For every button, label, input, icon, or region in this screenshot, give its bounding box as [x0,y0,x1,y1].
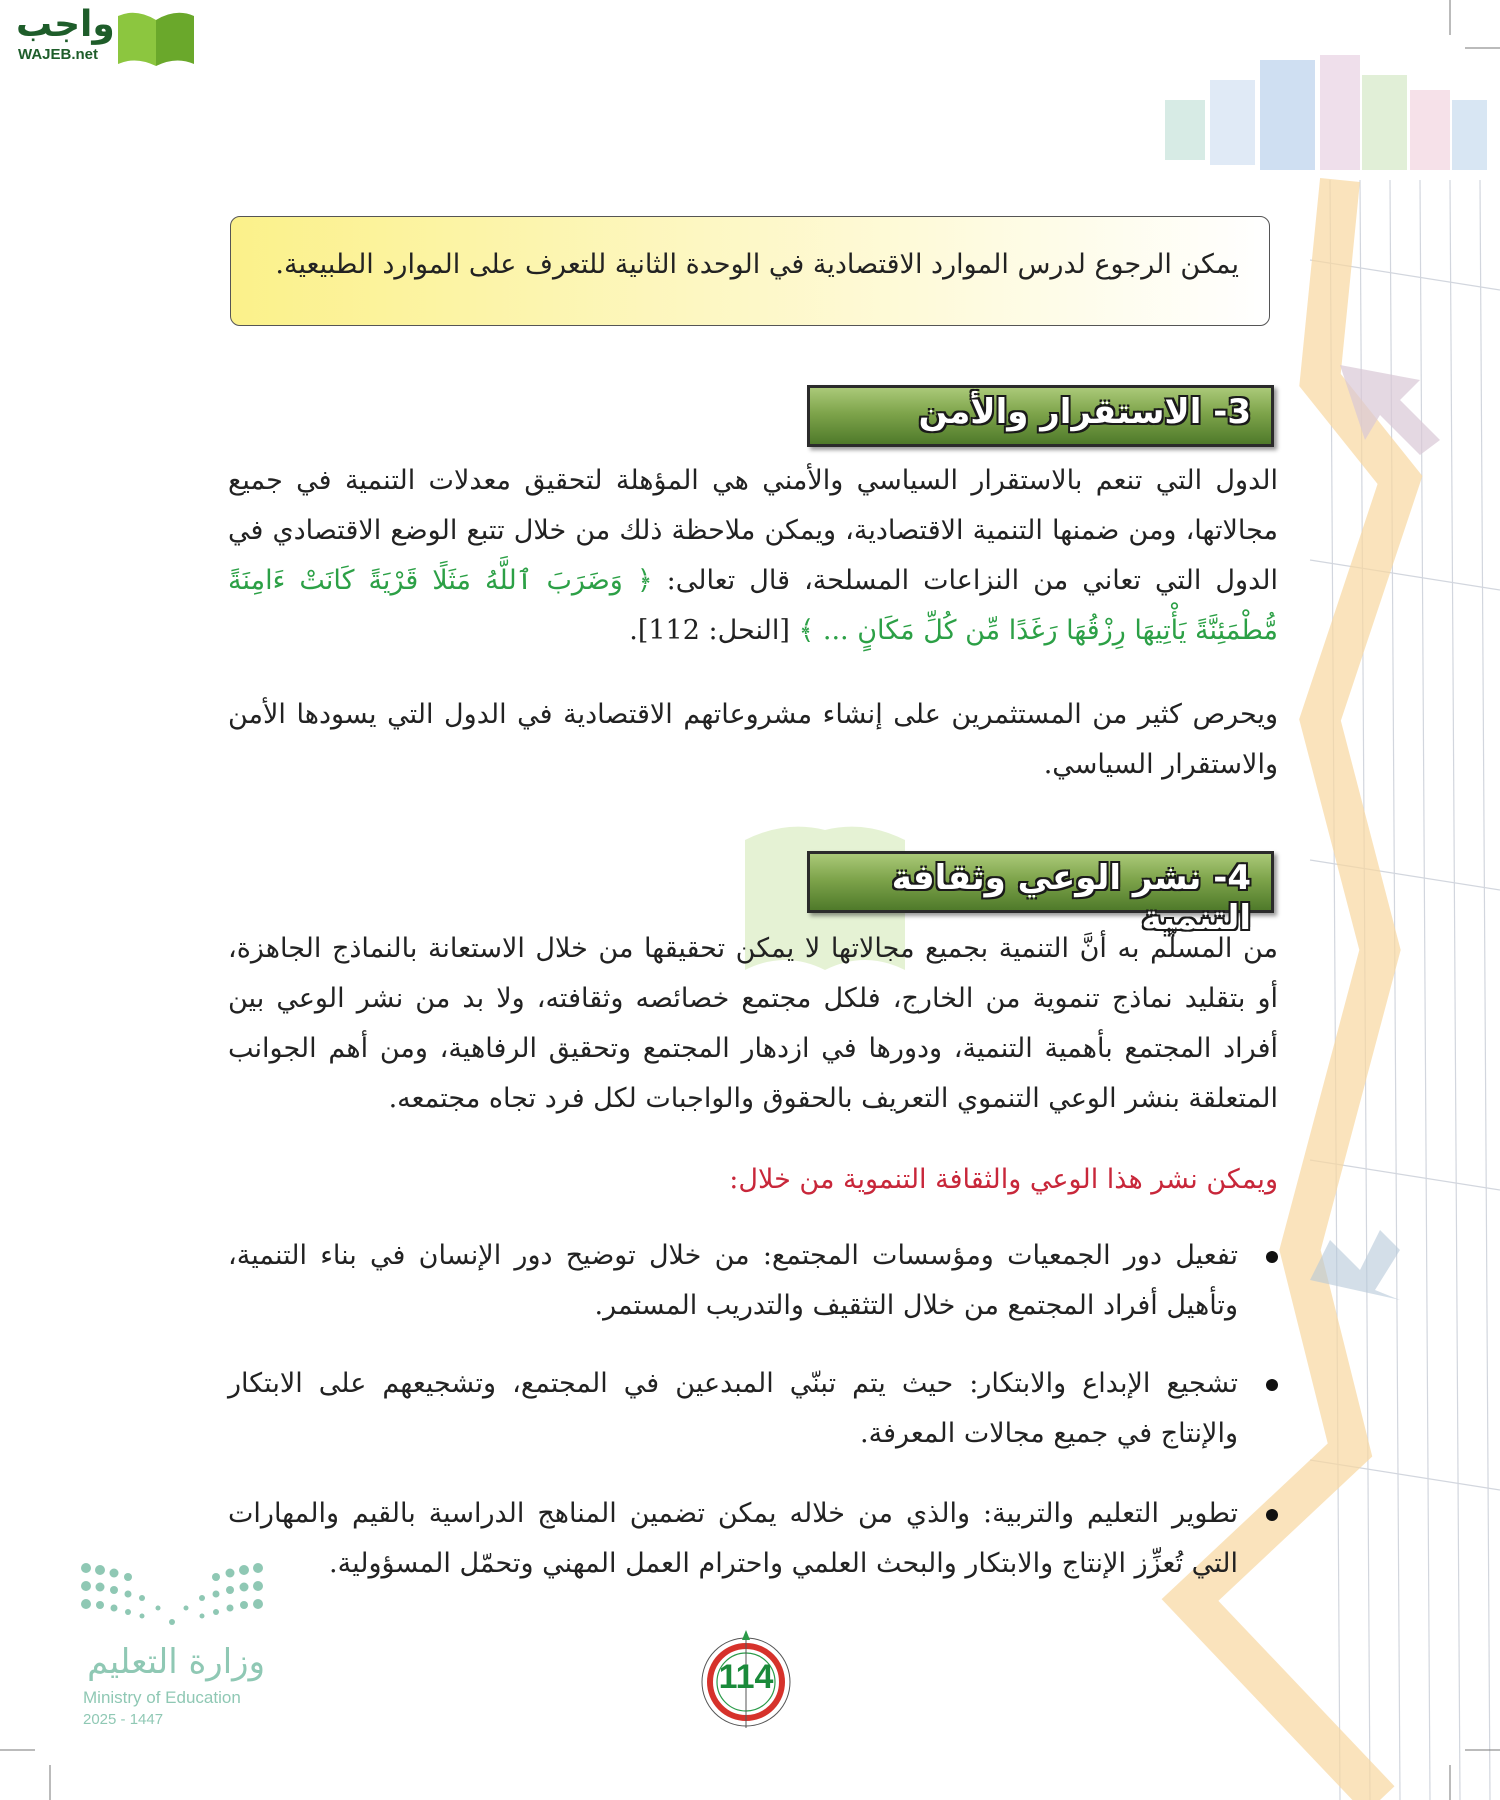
quran-reference: [النحل: 112]. [629,615,799,646]
book-icon [116,8,196,68]
section-4-lead: ويمكن نشر هذا الوعي والثقافة التنموية من خلال: [729,1164,1278,1195]
ministry-dots-icon [80,1560,270,1640]
quran-verse: ﴿ وَضَرَبَ ٱللَّهُ مَثَلًا قَرْيَةً كَانَتْ ءَامِنَةً مُّطْمَئِنَّةً يَأْتِيهَا رِزْقُهَا رَغَدًا مِّن كُلِّ مَكَانٍ ... ﴾ [228,565,1278,646]
note-box: يمكن الرجوع لدرس الموارد الاقتصادية في الوحدة الثانية للتعرف على الموارد الطبيعية. [230,216,1270,326]
bullet-item: تشجيع الإبداع والابتكار: حيث يتم تبنّي المبدعين في المجتمع، وتشجيعهم على الابتكار والإنتاج في جميع مجالات المعرفة. [228,1359,1278,1459]
wajeb-logo: واجب WAJEB.net [8,4,193,70]
bullet-item: تفعيل دور الجمعيات ومؤسسات المجتمع: من خلال توضيح دور الإنسان في بناء التنمية، وتأهيل أفراد المجتمع من خلال التثقيف والتدريب المستمر. [228,1231,1278,1331]
city-skyline-illustration [1165,55,1487,170]
section-3-heading: 3- الاستقرار والأمن [807,385,1274,447]
bullet-item: تطوير التعليم والتربية: والذي من خلاله يمكن تضمين المناهج الدراسية بالقيم والمهارات التي تُعزِّز الإنتاج والابتكار والبحث العلمي واحترام العمل المهني وتحمّل المسؤولية. [228,1489,1278,1589]
bullet-dot [1266,1509,1278,1521]
section-4-heading: 4- نشر الوعي وثقافة التنمية [807,851,1274,913]
section-3-paragraph-2: ويحرص كثير من المستثمرين على إنشاء مشروعاتهم الاقتصادية في الدول التي يسودها الأمن والاستقرار السياسي. [228,699,1278,780]
bullet-dot [1266,1251,1278,1263]
ministry-of-education-logo: وزارة التعليم Ministry of Education 2025 - 1447 [80,1560,270,1730]
page-number-badge: 114 [696,1630,796,1730]
bullet-dot [1266,1379,1278,1391]
section-4-paragraph: من المسلّم به أنَّ التنمية بجميع مجالاتها لا يمكن تحقيقها من خلال الاستعانة بالنماذج الجاهزة، أو بتقليد نماذج تنموية من الخارج، فلكل مجتمع خصائصه وثقافته، ولا بد من نشر الوعي بين أفراد المجتمع بأهمية التنمية، ودورها في ازدهار المجتمع وتحقيق الرفاهية، ومن أهم الجوانب المتعلقة بنشر الوعي التنموي التعريف بالحقوق والواجبات لكل فرد تجاه مجتمعه. [228,933,1278,1114]
section-3-paragraph: الدول التي تنعم بالاستقرار السياسي والأمني هي المؤهلة لتحقيق معدلات التنمية في جميع مجالاتها، ومن ضمنها التنمية الاقتصادية، ويمكن ملاحظة ذلك من خلال تتبع الوضع الاقتصادي في الدول التي تعاني من النزاعات المسلحة، قال تعالى: ﴿ وَضَرَبَ ٱللَّهُ مَثَلًا قَرْيَةً كَانَتْ ءَامِنَةً مُّطْمَئِنَّةً يَأْتِيهَا رِزْقُهَا رَغَدًا مِّن كُلِّ مَكَانٍ ... ﴾ [النحل: 112]. [228,465,1278,646]
